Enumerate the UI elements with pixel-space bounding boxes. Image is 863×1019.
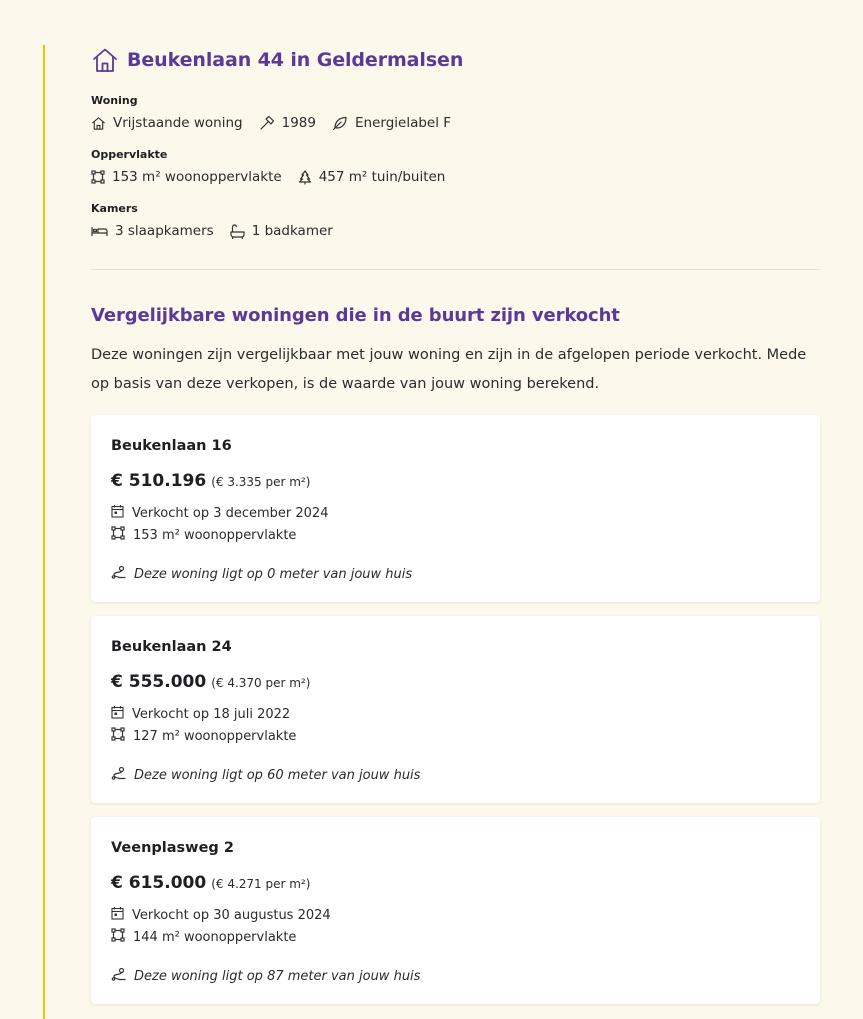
section-divider: [91, 269, 820, 270]
route-icon: [111, 565, 126, 583]
comparable-card: [91, 415, 820, 602]
property-header: [91, 44, 820, 76]
living-area: 153 m² woonoppervlakte: [91, 169, 282, 185]
area-frame-icon: [91, 170, 105, 184]
comparable-list: [91, 415, 820, 1004]
calendar-icon: [111, 705, 124, 723]
sale-price: € 615.000: [111, 873, 207, 893]
sale-price: € 555.000: [111, 672, 207, 692]
area-frame-icon: [111, 526, 125, 544]
comparable-card: [91, 817, 820, 1004]
property-title: Beukenlaan 44 in Geldermalsen: [127, 49, 464, 71]
tree-icon: [298, 170, 312, 185]
sold-date: Verkocht op 30 augustus 2024: [111, 907, 800, 923]
route-icon: [111, 766, 126, 784]
area-frame-icon: [111, 727, 125, 745]
leaf-icon: [332, 115, 348, 131]
build-year: 1989: [259, 115, 316, 131]
hammer-icon: [259, 115, 275, 131]
calendar-icon: [111, 906, 124, 924]
price-row: [111, 471, 800, 491]
comparable-address: Beukenlaan 16: [111, 438, 232, 454]
woning-label: Woning: [91, 94, 138, 107]
bed-icon: [91, 224, 108, 238]
property-details: [91, 44, 820, 1018]
comparable-distance: Deze woning ligt op 0 meter van jouw huis: [111, 565, 800, 583]
comparable-area: 153 m² woonoppervlakte: [111, 527, 800, 543]
property-type: Vrijstaande woning: [91, 115, 243, 131]
home-icon: [91, 116, 106, 131]
oppervlakte-features: [91, 169, 820, 185]
comparable-distance: Deze woning ligt op 60 meter van jouw huis: [111, 766, 800, 784]
sold-date: Verkocht op 3 december 2024: [111, 505, 800, 521]
bathrooms: 1 badkamer: [230, 223, 333, 239]
comparable-address: Veenplasweg 2: [111, 840, 234, 856]
sale-price: € 510.196: [111, 471, 207, 491]
kamers-features: [91, 223, 820, 239]
oppervlakte-label: Oppervlakte: [91, 148, 168, 161]
comparables-title: Vergelijkbare woningen die in de buurt zijn verkocht: [91, 305, 620, 326]
price-row: [111, 672, 800, 692]
kamers-label: Kamers: [91, 202, 138, 215]
calendar-icon: [111, 504, 124, 522]
house-icon: [91, 46, 119, 74]
price-row: [111, 873, 800, 893]
comparable-address: Beukenlaan 24: [111, 639, 232, 655]
area-frame-icon: [111, 928, 125, 946]
bathtub-icon: [230, 224, 245, 239]
route-icon: [111, 967, 126, 985]
price-per-m2: (€ 3.335 per m²): [211, 475, 311, 489]
timeline-accent-line: [43, 45, 45, 1019]
comparable-area: 144 m² woonoppervlakte: [111, 929, 800, 945]
sold-date: Verkocht op 18 juli 2022: [111, 706, 800, 722]
garden-area: 457 m² tuin/buiten: [298, 169, 446, 185]
price-per-m2: (€ 4.370 per m²): [211, 676, 311, 690]
comparable-area: 127 m² woonoppervlakte: [111, 728, 800, 744]
comparable-card: [91, 616, 820, 803]
bedrooms: 3 slaapkamers: [91, 223, 214, 239]
woning-features: [91, 115, 820, 131]
energy-label: Energielabel F: [332, 115, 451, 131]
comparables-intro: Deze woningen zijn vergelijkbaar met jouw woning en zijn in de afgelopen periode verkocht. Mede op basis van deze verkopen, is de waarde van jouw woning berekend.: [91, 347, 807, 392]
comparable-distance: Deze woning ligt op 87 meter van jouw huis: [111, 967, 800, 985]
price-per-m2: (€ 4.271 per m²): [211, 877, 311, 891]
